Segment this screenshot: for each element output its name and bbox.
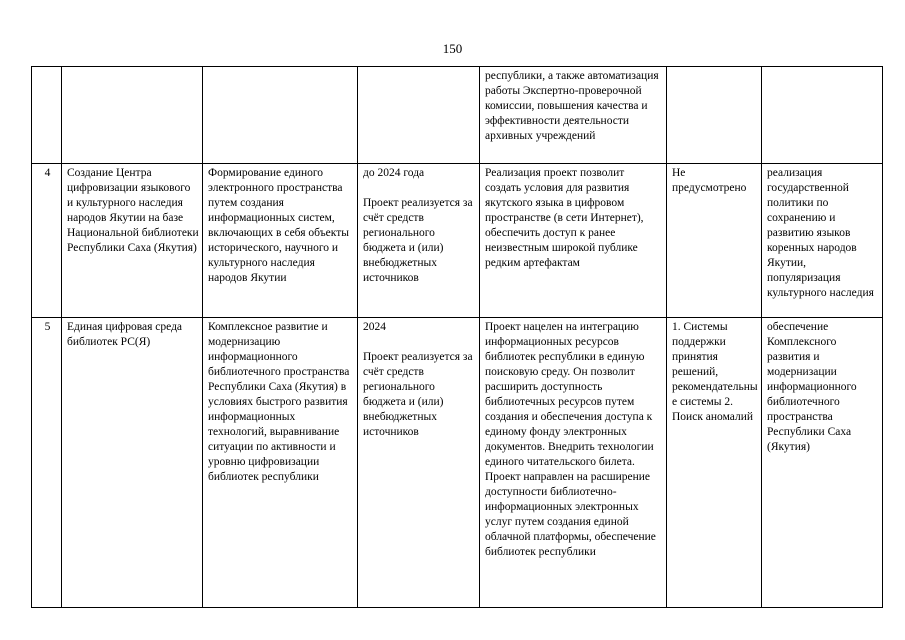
row-number-cell: 4 <box>32 164 62 318</box>
project-program-cell <box>762 67 883 164</box>
project-term-text: 2024 <box>363 321 386 333</box>
project-name-cell <box>62 67 203 164</box>
project-term-cell <box>358 318 480 608</box>
project-name-cell: Создание Центра цифровизации языкового и культурного наследия народов Якутии на базе Национальной библиотеки Республики Саха (Якутия) <box>62 164 203 318</box>
project-name-cell: Единая цифровая среда библиотек РС(Я) <box>62 318 203 608</box>
page-number: 150 <box>442 41 463 56</box>
project-effect-cell: Проект нацелен на интеграцию информационных ресурсов библиотек республики в единую поисковую среду. Он позволит расширить доступность библиотечных ресурсов путем создания и обеспечения доступа к единому фонду электронных документов. Внедрить технологии единого читательского билета. Проект направлен на расширение доступности библиотечно-информационных электронных услуг путем создания единой облачной платформы, обеспечение библиотек республики <box>480 318 667 608</box>
project-program-cell: обеспечение Комплексного развития и модернизации информационного библиотечного пространства Республики Саха (Якутия) <box>762 318 883 608</box>
project-term-text: до 2024 года <box>363 167 425 179</box>
project-funding-text: Проект реализуется за счёт средств регионального бюджета и (или) внебюджетных источников <box>363 197 473 284</box>
project-technology-cell: 1. Системы поддержки принятия решений, рекомендательные системы 2. Поиск аномалий <box>667 318 762 608</box>
project-technology-cell: Не предусмотрено <box>667 164 762 318</box>
table-row <box>32 164 883 318</box>
project-goal-cell: Комплексное развитие и модернизацию информационного библиотечного пространства Республики Саха (Якутия) в условиях быстрого развития информационных технологий, выравнивание ситуации по активности и уровню цифровизации библиотек республики <box>203 318 358 608</box>
table-row <box>32 318 883 608</box>
projects-table <box>31 66 883 608</box>
project-term-cell <box>358 164 480 318</box>
project-goal-cell: Формирование единого электронного пространства путем создания информационных систем, включающих в себя объекты исторического, научного и культурного наследия народов Якутии <box>203 164 358 318</box>
row-number-cell <box>32 67 62 164</box>
project-program-cell: реализация государственной политики по сохранению и развитию языков коренных народов Якутии, популяризация культурного наследия <box>762 164 883 318</box>
project-term-cell <box>358 67 480 164</box>
project-technology-cell <box>667 67 762 164</box>
table-row <box>32 67 883 164</box>
row-number-cell: 5 <box>32 318 62 608</box>
project-effect-cell: республики, а также автоматизация работы Экспертно-проверочной комиссии, повышения качества и эффективности деятельности архивных учреждений <box>480 67 667 164</box>
project-effect-cell: Реализация проект позволит создать условия для развития якутского языка в цифровом пространстве (в сети Интернет), обеспечить доступ к ранее неизвестным широкой публике редким артефактам <box>480 164 667 318</box>
project-goal-cell <box>203 67 358 164</box>
project-funding-text: Проект реализуется за счёт средств регионального бюджета и (или) внебюджетных источников <box>363 351 473 438</box>
